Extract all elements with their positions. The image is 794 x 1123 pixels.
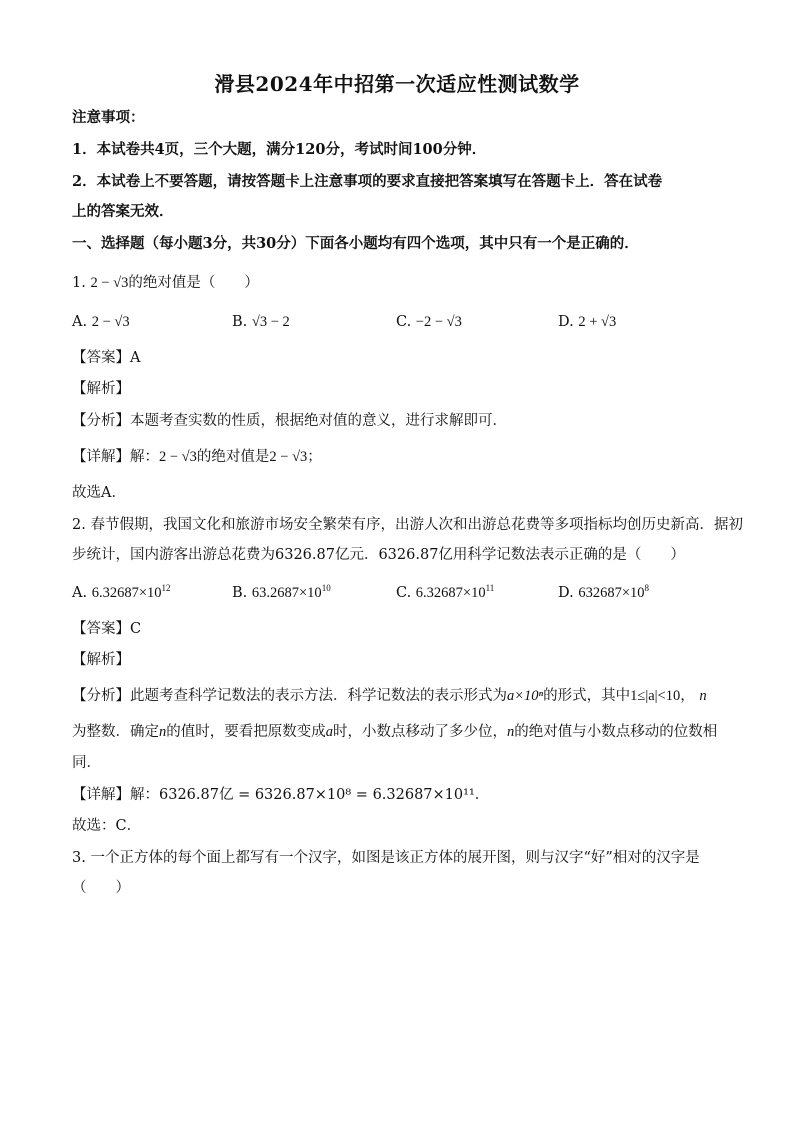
q1-conclusion: 故选A． xyxy=(72,485,126,501)
q1-option-c: C. −2 − √3 xyxy=(396,314,462,330)
q1-option-b: B. √3 − 2 xyxy=(232,314,290,330)
notice-item-1: 1．本试卷共4页，三个大题，满分120分，考试时间100分钟． xyxy=(72,141,487,158)
notice-item-2-line2: 上的答案无效． xyxy=(72,203,174,220)
q2-analysis-line2: 为整数．确定n的值时，要看把原数变成a时，小数点移动了多少位，n的绝对值与小数点移动的位数相 xyxy=(72,724,718,740)
question-2-stem-line1: 2. 春节假期，我国文化和旅游市场安全繁荣有序，出游人次和出游总花费等多项指标均创历史新高．据初 xyxy=(72,517,743,533)
q2-option-b: B. $63.2687\times 10^{10}$ xyxy=(232,583,331,601)
stem-text: 的绝对值是（ ） xyxy=(128,275,259,291)
q2-analysis-heading: 【解析】 xyxy=(72,652,130,668)
q2-analysis-line3: 同． xyxy=(72,755,101,771)
question-2-stem-line2: 步统计，国内游客出游总花费为6326.87亿元．6326.87亿用科学记数法表示正确的是（ ） xyxy=(72,547,685,563)
q1-analysis-heading: 【解析】 xyxy=(72,381,130,397)
stem-math: 2 − √3 xyxy=(90,275,129,291)
notice-item-2-line1: 2．本试卷上不要答题，请按答题卡上注意事项的要求直接把答案填写在答题卡上．答在试卷 xyxy=(72,173,663,190)
q1-option-d: D. 2 + √3 xyxy=(558,314,617,330)
q2-option-a: A. $6.32687\times 10^{12}$ xyxy=(72,583,171,601)
q1-option-a: A. 2 − √3 xyxy=(72,314,130,330)
q2-option-d: D. $632687\times 10^8$ xyxy=(558,583,650,601)
q2-conclusion: 故选：C． xyxy=(72,818,142,834)
question-3-stem-line2: （ ） xyxy=(72,880,130,896)
question-number: 1. xyxy=(72,275,86,291)
question-3-stem-line1: 3. 一个正方体的每个面上都写有一个汉字，如图是该正方体的展开图，则与汉字“好”相对的汉字是 xyxy=(72,850,700,866)
q2-option-c: C. $6.32687\times 10^{11}$ xyxy=(396,583,495,601)
q2-detail: 【详解】解：6326.87亿 = 6326.87×10⁸ = 6.32687×10¹¹． xyxy=(72,787,490,803)
q1-analysis: 【分析】本题考查实数的性质，根据绝对值的意义，进行求解即可． xyxy=(72,413,507,429)
question-1-stem xyxy=(72,273,732,293)
q2-analysis-line1: 【分析】此题考查科学记数法的表示方法．科学记数法的表示形式为a×10ⁿ的形式，其中1≤|a|<10， n xyxy=(72,688,707,704)
section-1-heading: 一、选择题（每小题3分，共30分）下面各小题均有四个选项，其中只有一个是正确的． xyxy=(72,235,639,252)
q1-detail: 【详解】解：2 − √3的绝对值是2 − √3； xyxy=(72,449,322,465)
notice-heading: 注意事项： xyxy=(72,109,145,126)
page-title: 滑县2024年中招第一次适应性测试数学 xyxy=(214,72,580,96)
q2-answer: 【答案】C xyxy=(72,621,142,637)
q1-answer: 【答案】A xyxy=(72,350,141,366)
